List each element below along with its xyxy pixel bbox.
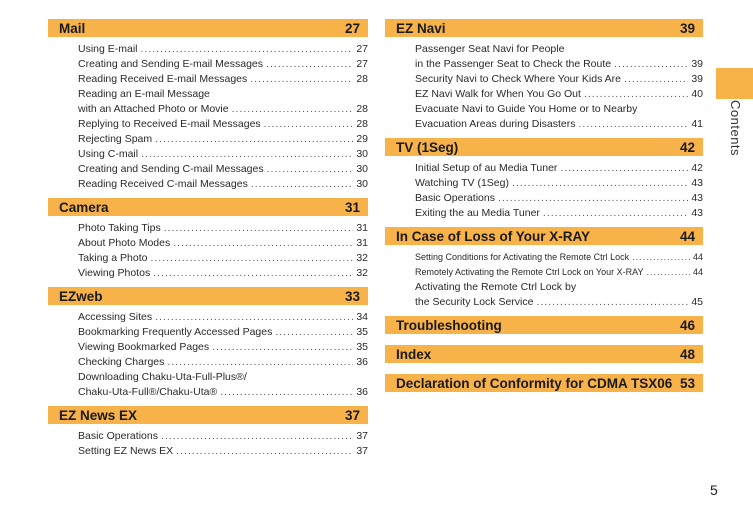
toc-entry[interactable] xyxy=(78,236,368,251)
entry-page: 29 xyxy=(356,133,368,145)
leader-dots xyxy=(624,72,688,87)
entry-page: 34 xyxy=(356,311,368,323)
entry-text: Exiting the au Media Tuner xyxy=(415,207,540,219)
section-page: 53 xyxy=(679,375,695,391)
entry-text: Using E-mail xyxy=(78,43,138,55)
entry-text: EZ Navi Walk for When You Go Out xyxy=(415,88,581,100)
section-page: 37 xyxy=(344,407,360,423)
entry-text: Reading Received E-mail Messages xyxy=(78,73,248,85)
toc-entry[interactable] xyxy=(78,266,368,281)
toc-entry[interactable] xyxy=(415,265,703,280)
section-entries xyxy=(48,216,368,287)
leader-dots xyxy=(512,176,688,191)
toc-entry[interactable] xyxy=(78,444,368,459)
section-title: Declaration of Conformity for CDMA TSX06 xyxy=(396,375,673,391)
toc-entry[interactable] xyxy=(415,250,703,265)
entry-text: Reading Received C-mail Messages xyxy=(78,178,248,190)
entry-text: Viewing Photos xyxy=(78,267,151,279)
section-entries xyxy=(385,156,703,227)
section-page: 44 xyxy=(679,228,695,244)
toc-entry[interactable] xyxy=(78,177,368,192)
entry-text: Reading an E-mail Message xyxy=(78,88,210,100)
entry-text: Creating and Sending C-mail Messages xyxy=(78,163,264,175)
section-page: 48 xyxy=(679,346,695,362)
section-entries xyxy=(48,305,368,406)
leader-dots xyxy=(264,117,354,132)
leader-dots xyxy=(164,221,354,236)
entry-text: Accessing Sites xyxy=(78,311,153,323)
entry-page: 44 xyxy=(692,267,703,277)
entry-page: 44 xyxy=(692,252,703,262)
leader-dots xyxy=(212,340,353,355)
leader-dots xyxy=(560,161,688,176)
entry-page: 30 xyxy=(356,163,368,175)
section-heading[interactable] xyxy=(48,287,368,305)
entry-text: Downloading Chaku-Uta-Full-Plus®/ xyxy=(78,371,247,383)
toc-entry[interactable] xyxy=(78,72,368,87)
toc-left-column xyxy=(48,19,368,465)
toc-entry[interactable] xyxy=(415,102,703,132)
entry-text: About Photo Modes xyxy=(78,237,171,249)
entry-text: Basic Operations xyxy=(415,192,495,204)
toc-entry[interactable] xyxy=(415,280,703,310)
entry-page: 39 xyxy=(691,58,703,70)
leader-dots xyxy=(498,191,688,206)
leader-dots xyxy=(141,147,353,162)
entry-page: 37 xyxy=(356,445,368,457)
entry-page: 37 xyxy=(356,430,368,442)
toc-entry[interactable] xyxy=(78,117,368,132)
section-heading[interactable] xyxy=(385,316,703,334)
leader-dots xyxy=(632,250,690,265)
toc-entry[interactable] xyxy=(78,310,368,325)
toc-entry[interactable] xyxy=(78,132,368,147)
toc-entry[interactable] xyxy=(415,87,703,102)
toc-entry[interactable] xyxy=(78,340,368,355)
entry-text: Basic Operations xyxy=(78,430,158,442)
entry-page: 30 xyxy=(356,148,368,160)
entry-text: Photo Taking Tips xyxy=(78,222,161,234)
entry-page: 43 xyxy=(691,192,703,204)
section-page: 31 xyxy=(344,199,360,215)
section-entries xyxy=(385,334,703,339)
leader-dots xyxy=(250,72,353,87)
section-title: Index xyxy=(396,346,432,362)
entry-page: 45 xyxy=(691,296,703,308)
entry-text: Bookmarking Frequently Accessed Pages xyxy=(78,326,273,338)
toc-entry[interactable] xyxy=(415,161,703,176)
entry-text: Security Navi to Check Where Your Kids Are xyxy=(415,73,622,85)
entry-page: 28 xyxy=(356,73,368,85)
toc-entry[interactable] xyxy=(78,162,368,177)
section-page: 33 xyxy=(344,288,360,304)
entry-page: 28 xyxy=(356,103,368,115)
toc-entry[interactable] xyxy=(415,191,703,206)
entry-text: Evacuation Areas during Disasters xyxy=(415,118,576,130)
entry-page: 40 xyxy=(691,88,703,100)
toc-entry[interactable] xyxy=(78,147,368,162)
toc-entry[interactable] xyxy=(78,221,368,236)
entry-page: 43 xyxy=(691,177,703,189)
section-entries xyxy=(385,245,703,316)
side-label-contents: Contents xyxy=(728,100,743,157)
page-number: 5 xyxy=(710,482,718,498)
entry-page: 32 xyxy=(356,267,368,279)
entry-page: 28 xyxy=(356,118,368,130)
section-page: 42 xyxy=(679,139,695,155)
toc-entry[interactable] xyxy=(415,42,703,72)
entry-text: in the Passenger Seat to Check the Route xyxy=(415,58,612,70)
toc-entry[interactable] xyxy=(78,370,368,400)
toc-entry[interactable] xyxy=(78,57,368,72)
section-title: In Case of Loss of Your X-RAY xyxy=(396,228,591,244)
entry-text: Watching TV (1Seg) xyxy=(415,177,509,189)
entry-page: 31 xyxy=(356,222,368,234)
toc-entry[interactable] xyxy=(78,251,368,266)
entry-text: Checking Charges xyxy=(78,356,165,368)
toc-entry[interactable] xyxy=(415,72,703,87)
leader-dots xyxy=(150,251,353,266)
entry-page: 39 xyxy=(691,73,703,85)
entry-text: Chaku-Uta-Full®/Chaku-Uta® xyxy=(78,386,218,398)
section-entries xyxy=(385,37,703,138)
entry-text: Evacuate Navi to Guide You Home or to Nearby xyxy=(415,103,638,115)
entry-page: 35 xyxy=(356,341,368,353)
toc-entry[interactable] xyxy=(78,355,368,370)
toc-entry[interactable] xyxy=(78,87,368,117)
entry-text: Setting EZ News EX xyxy=(78,445,174,457)
toc-entry[interactable] xyxy=(415,176,703,191)
entry-page: 42 xyxy=(691,162,703,174)
section-heading[interactable] xyxy=(385,345,703,363)
entry-page: 31 xyxy=(356,237,368,249)
entry-text: Activating the Remote Ctrl Lock by xyxy=(415,281,577,293)
entry-page: 32 xyxy=(356,252,368,264)
leader-dots xyxy=(251,177,353,192)
leader-dots xyxy=(232,102,354,117)
section-page: 27 xyxy=(344,20,360,36)
section-title: TV (1Seg) xyxy=(396,139,459,155)
entry-text: Creating and Sending E-mail Messages xyxy=(78,58,264,70)
entry-page: 36 xyxy=(356,356,368,368)
contents-tab-marker xyxy=(716,68,753,99)
leader-dots xyxy=(614,57,688,72)
section-title: EZweb xyxy=(59,288,103,304)
toc-entry[interactable] xyxy=(78,325,368,340)
leader-dots xyxy=(153,266,353,281)
entry-page: 35 xyxy=(356,326,368,338)
section-page: 46 xyxy=(679,317,695,333)
section-title: EZ Navi xyxy=(396,20,446,36)
leader-dots xyxy=(543,206,688,221)
leader-dots xyxy=(176,444,353,459)
section-entries xyxy=(48,424,368,465)
section-title: Troubleshooting xyxy=(396,317,502,333)
entry-page: 43 xyxy=(691,207,703,219)
leader-dots xyxy=(275,325,353,340)
entry-text: Rejecting Spam xyxy=(78,133,153,145)
entry-text: Remotely Activating the Remote Ctrl Lock on Your X-RAY xyxy=(415,267,644,277)
entry-text: Setting Conditions for Activating the Remote Ctrl Lock xyxy=(415,252,630,262)
entry-page: 27 xyxy=(356,43,368,55)
leader-dots xyxy=(536,295,688,310)
section-title: EZ News EX xyxy=(59,407,138,423)
section-entries xyxy=(385,363,703,368)
toc-entry[interactable] xyxy=(78,429,368,444)
leader-dots xyxy=(220,385,353,400)
entry-text: Initial Setup of au Media Tuner xyxy=(415,162,558,174)
entry-text: Replying to Received E-mail Messages xyxy=(78,118,261,130)
leader-dots xyxy=(161,429,353,444)
section-title: Mail xyxy=(59,20,86,36)
leader-dots xyxy=(155,132,353,147)
entry-page: 36 xyxy=(356,386,368,398)
section-heading[interactable] xyxy=(385,19,703,37)
section-heading[interactable] xyxy=(48,406,368,424)
leader-dots xyxy=(266,57,353,72)
leader-dots xyxy=(267,162,354,177)
leader-dots xyxy=(646,265,690,280)
section-heading[interactable] xyxy=(385,227,703,245)
leader-dots xyxy=(579,117,689,132)
leader-dots xyxy=(155,310,353,325)
toc-entry[interactable] xyxy=(78,42,368,57)
section-heading[interactable] xyxy=(385,138,703,156)
leader-dots xyxy=(167,355,353,370)
section-page: 39 xyxy=(679,20,695,36)
section-heading[interactable] xyxy=(385,374,703,392)
section-title: Camera xyxy=(59,199,109,215)
leader-dots xyxy=(141,42,354,57)
entry-page: 27 xyxy=(356,58,368,70)
entry-text: Viewing Bookmarked Pages xyxy=(78,341,210,353)
entry-text: Taking a Photo xyxy=(78,252,148,264)
section-entries xyxy=(385,392,703,397)
entry-page: 41 xyxy=(691,118,703,130)
entry-text: with an Attached Photo or Movie xyxy=(78,103,229,115)
toc-right-column xyxy=(385,19,703,397)
entry-text: Using C-mail xyxy=(78,148,139,160)
toc-entry[interactable] xyxy=(415,206,703,221)
leader-dots xyxy=(584,87,688,102)
entry-text: the Security Lock Service xyxy=(415,296,534,308)
entry-page: 30 xyxy=(356,178,368,190)
section-entries xyxy=(48,37,368,198)
section-heading[interactable] xyxy=(48,19,368,37)
entry-text: Passenger Seat Navi for People xyxy=(415,43,565,55)
section-heading[interactable] xyxy=(48,198,368,216)
leader-dots xyxy=(173,236,353,251)
